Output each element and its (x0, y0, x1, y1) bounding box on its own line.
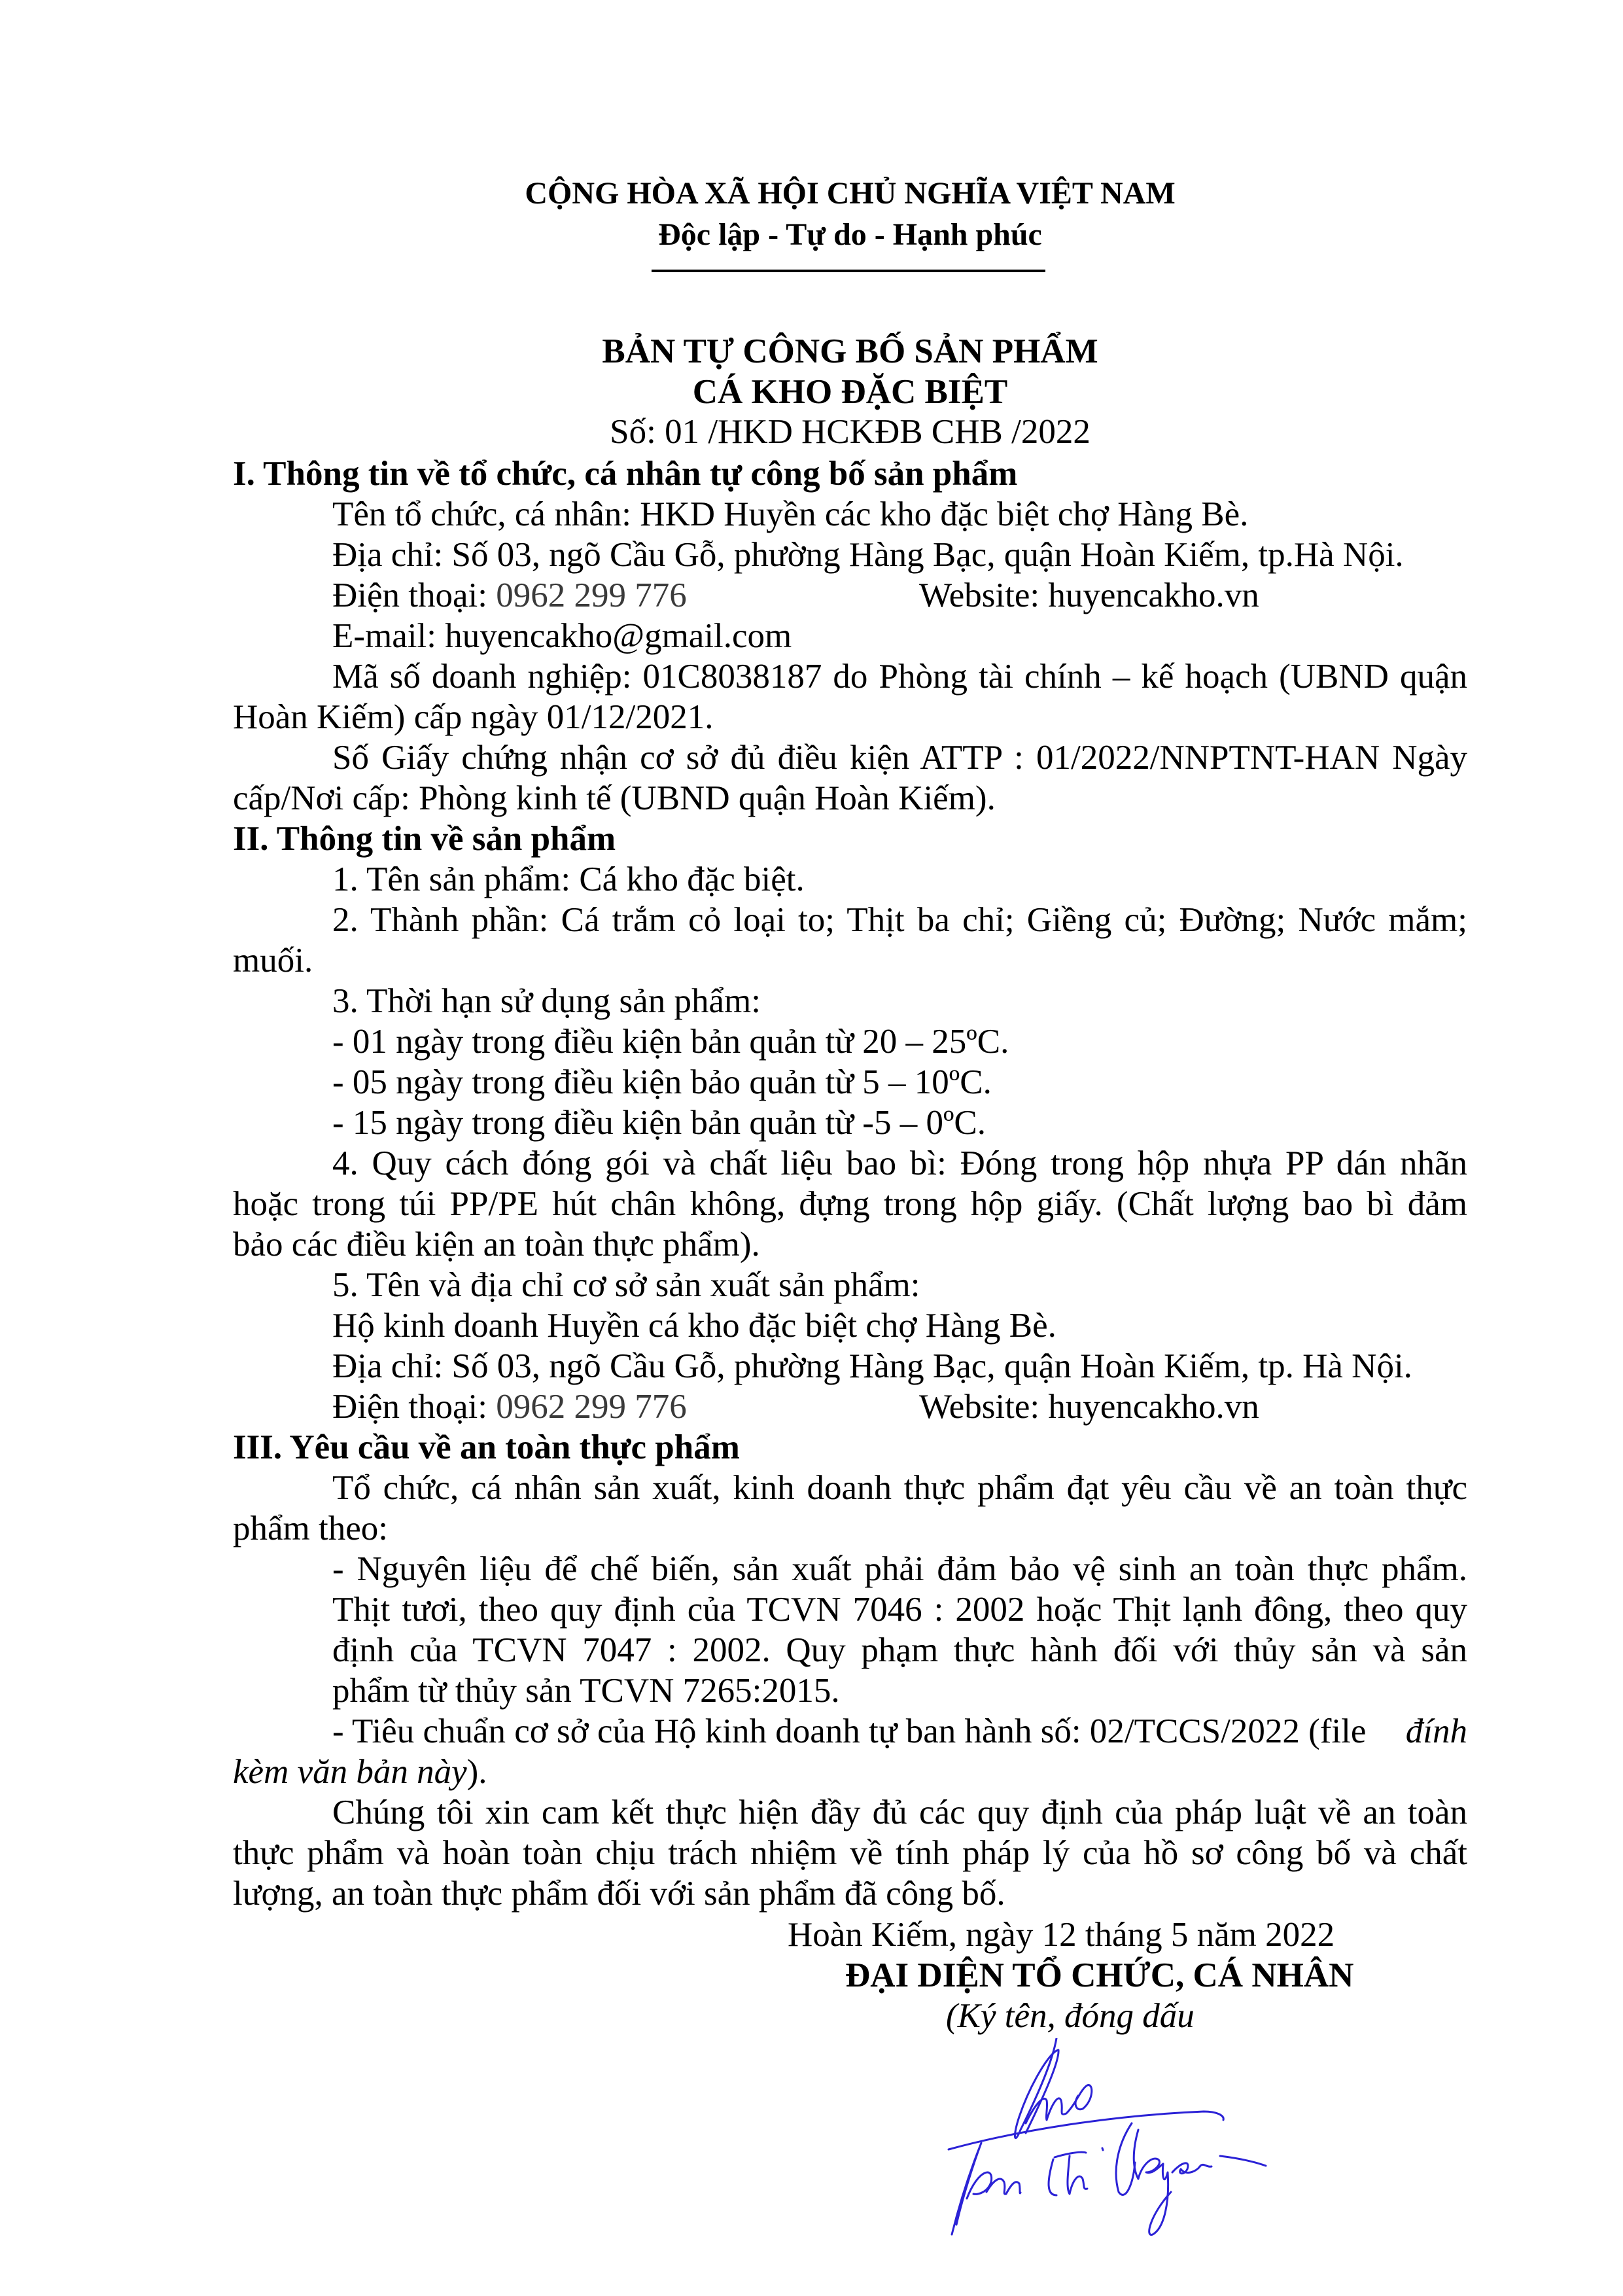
ingredients-line-1: 2. Thành phần: Cá trắm cỏ loại to; Thịt ba chỉ; Giềng củ; Đường; Nước mắm; (332, 901, 1467, 939)
producer-address: Địa chỉ: Số 03, ngõ Cầu Gỗ, phường Hàng Bạc, quận Hoàn Kiếm, tp. Hà Nội. (332, 1347, 1412, 1385)
phone-number: 0962 299 776 (496, 576, 687, 614)
commitment-line-3: lượng, an toàn thực phẩm đối với sản phẩm đã công bố. (233, 1875, 1005, 1913)
document-number: Số: 01 /HKD HCKĐB CHB /2022 (610, 413, 1091, 451)
business-code-line-1: Mã số doanh nghiệp: 01C8038187 do Phòng tài chính – kế hoạch (UBND quận (332, 658, 1467, 696)
certificate-line-2: cấp/Nơi cấp: Phòng kinh tế (UBND quận Hoàn Kiếm). (233, 779, 996, 817)
requirements-intro-line-2: phẩm theo: (233, 1510, 388, 1547)
requirement-2-italic-cont: kèm văn bản này (233, 1753, 467, 1791)
producer-name: Hộ kinh doanh Huyền cá kho đặc biệt chợ Hàng Bè. (332, 1307, 1056, 1345)
phone-label: Điện thoại: (332, 1388, 497, 1426)
representative-title: ĐẠI DIỆN TỔ CHỨC, CÁ NHÂN (845, 1956, 1354, 1994)
requirement-1-line-4: phẩm từ thủy sản TCVN 7265:2015. (332, 1672, 840, 1710)
shelf-life-item: - 01 ngày trong điều kiện bản quản từ 20 – 25ºC. (332, 1023, 1009, 1061)
product-name: 1. Tên sản phẩm: Cá kho đặc biệt. (332, 860, 805, 898)
section-1-heading: I. Thông tin về tổ chức, cá nhân tự công bố sản phẩm (233, 455, 1018, 493)
shelf-life-label: 3. Thời hạn sử dụng sản phẩm: (332, 982, 761, 1020)
requirement-2-italic: đính (1405, 1712, 1467, 1750)
requirement-2-end: ). (466, 1753, 487, 1791)
producer-label: 5. Tên và địa chỉ cơ sở sản xuất sản phẩm: (332, 1266, 920, 1304)
business-code-line-2: Hoàn Kiếm) cấp ngày 01/12/2021. (233, 698, 714, 736)
organization-phone (332, 575, 687, 616)
organization-name: Tên tổ chức, cá nhân: HKD Huyền các kho đặc biệt chợ Hàng Bè. (332, 495, 1249, 533)
packaging-line-1: 4. Quy cách đóng gói và chất liệu bao bì: Đóng trong hộp nhựa PP dán nhãn (332, 1144, 1467, 1182)
producer-phone (332, 1386, 687, 1427)
commitment-line-1: Chúng tôi xin cam kết thực hiện đầy đủ các quy định của pháp luật về an toàn (332, 1793, 1467, 1831)
phone-number: 0962 299 776 (496, 1388, 687, 1426)
packaging-line-3: bảo các điều kiện an toàn thực phẩm). (233, 1226, 760, 1263)
requirement-1-line-2: Thịt tươi, theo quy định của TCVN 7046 : 2002 hoặc Thịt lạnh đông, theo quy (332, 1591, 1467, 1629)
organization-email: E-mail: huyencakho@gmail.com (332, 617, 792, 655)
phone-label: Điện thoại: (332, 576, 497, 614)
requirement-2-line-1 (332, 1711, 1467, 1752)
requirement-2-line-2 (233, 1752, 487, 1792)
shelf-life-item: - 05 ngày trong điều kiện bảo quản từ 5 – 10ºC. (332, 1063, 992, 1101)
requirement-2-text: - Tiêu chuẩn cơ sở của Hộ kinh doanh tự ban hành số: 02/TCCS/2022 (file (332, 1712, 1367, 1750)
country-name: CỘNG HÒA XÃ HỘI CHỦ NGHĨA VIỆT NAM (525, 176, 1176, 211)
document-title: BẢN TỰ CÔNG BỐ SẢN PHẨM (602, 332, 1098, 370)
packaging-line-2: hoặc trong túi PP/PE hút chân không, đựng trong hộp giấy. (Chất lượng bao bì đảm (233, 1185, 1467, 1223)
requirement-1-line-1: - Nguyên liệu để chế biến, sản xuất phải đảm bảo vệ sinh an toàn thực phẩm. (332, 1550, 1467, 1588)
requirements-intro-line-1: Tổ chức, cá nhân sản xuất, kinh doanh thực phẩm đạt yêu cầu về an toàn thực (332, 1469, 1467, 1507)
producer-website: Website: huyencakho.vn (919, 1388, 1259, 1426)
requirement-1-line-3: định của TCVN 7047 : 2002. Quy phạm thực hành đối với thủy sản và sản (332, 1631, 1467, 1669)
signature-instruction: (Ký tên, đóng dấu (946, 1997, 1195, 2035)
header-divider (652, 270, 1045, 272)
shelf-life-item: - 15 ngày trong điều kiện bản quản từ -5 – 0ºC. (332, 1104, 986, 1142)
section-3-heading: III. Yêu cầu về an toàn thực phẩm (233, 1428, 740, 1466)
organization-website: Website: huyencakho.vn (919, 576, 1259, 614)
section-2-heading: II. Thông tin về sản phẩm (233, 820, 616, 858)
ingredients-line-2: muối. (233, 942, 313, 980)
commitment-line-2: thực phẩm và hoàn toàn chịu trách nhiệm về tính pháp lý của hồ sơ công bố và chất (233, 1834, 1467, 1872)
handwritten-signature (942, 2038, 1276, 2248)
certificate-line-1: Số Giấy chứng nhận cơ sở đủ điều kiện ATTP : 01/2022/NNPTNT-HAN Ngày (332, 739, 1467, 777)
organization-address: Địa chỉ: Số 03, ngõ Cầu Gỗ, phường Hàng Bạc, quận Hoàn Kiếm, tp.Hà Nội. (332, 536, 1404, 574)
place-and-date: Hoàn Kiếm, ngày 12 tháng 5 năm 2022 (788, 1916, 1335, 1954)
national-motto: Độc lập - Tự do - Hạnh phúc (658, 217, 1042, 252)
product-title: CÁ KHO ĐẶC BIỆT (692, 373, 1008, 411)
